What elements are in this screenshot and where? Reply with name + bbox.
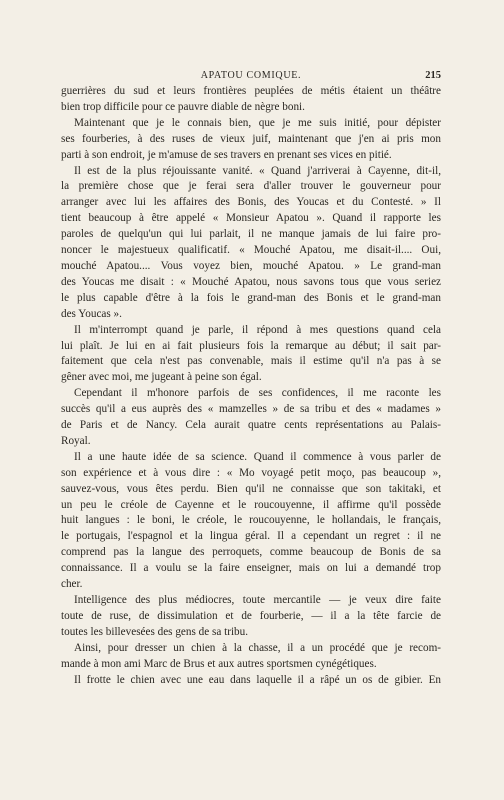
text-line: bien trop difficile pour ce pauvre diable de nègre boni. <box>61 100 305 113</box>
text-line: Ainsi, pour dresser un chien à la chasse, il a un procédé que je recom- <box>74 641 441 654</box>
text-line: comprend pas la langue des perroquets, comme beaucoup de Bonis de sa <box>61 546 441 559</box>
text-line: de Paris et de Nancy. Cela aurait quatre cents représentations au Palais- <box>61 419 441 432</box>
text-line: Maintenant que je le connais bien, que je me suis initié, pour dépister <box>74 116 441 129</box>
text-line: noncer le majestueux qualificatif. « Mouché Apatou, me disait-il.... Oui, <box>61 244 441 257</box>
text-line: ses fourberies, à des ruses de vieux juif, maintenant que j'en ai pris mon <box>61 132 441 145</box>
text-line: Cependant il m'honore parfois de ses confidences, il me raconte les <box>74 387 441 400</box>
paragraph <box>61 450 441 593</box>
text-line: toute de ruse, de dissimulation et de fourberie, — il a la tête farcie de <box>61 609 441 622</box>
text-line: huit langues : le boni, le créole, le roucouyenne, le hollandais, le français, <box>61 514 441 527</box>
text-line: Intelligence des plus médiocres, toute mercantile — je veux dire faite <box>74 594 441 606</box>
text-line: mande à mon ami Marc de Brus et aux autres sportsmen cynégétiques. <box>61 657 377 670</box>
text-line: des Youcas ». <box>61 307 122 320</box>
text-line: parti à son endroit, je m'amuse de ses travers en prenant ses vices en pitié. <box>61 148 392 161</box>
page-body <box>61 84 441 688</box>
text-line: lui plaît. Je lui en ai fait plusieurs fois la remarque au début; il sait par- <box>61 339 441 352</box>
text-line: sauvez-vous, vous êtes perdu. Bien qu'il ne connaisse que son takitaki, et <box>61 482 441 495</box>
paragraph <box>61 323 441 387</box>
page-number: 215 <box>425 70 441 81</box>
text-line: Il frotte le chien avec une eau dans laquelle il a râpé un os de gibier. En <box>74 673 441 686</box>
paragraph <box>61 116 441 164</box>
text-line: succès qu'il a eus auprès des « mamzelles » de sa tribu et des « madames » <box>61 403 441 416</box>
text-line: toutes les billevesées des gens de sa tribu. <box>61 625 249 638</box>
paragraph <box>61 386 441 450</box>
text-line: Il a une haute idée de sa science. Quand il commence à vous parler de <box>74 450 441 463</box>
paragraph <box>61 84 441 116</box>
text-line: Il m'interrompt quand je parle, il répond à mes questions quand cela <box>74 323 441 336</box>
text-line: guerrières du sud et leurs frontières peuplées de métis étaient un théâtre <box>61 85 441 97</box>
paragraph <box>61 673 441 689</box>
text-line: Royal. <box>61 434 91 447</box>
paragraph <box>61 593 441 641</box>
text-line: un peu le créole de Cayenne et le roucouyenne, il affirme qu'il possède <box>61 498 441 511</box>
paragraph <box>61 641 441 673</box>
text-line: des Youcas me disait : « Mouché Apatou, nous savons tous que vous seriez <box>61 275 441 288</box>
text-line: arranger avec lui les affaires des Bonis, des Youcas et du Contesté. » Il <box>61 196 441 209</box>
text-line: faitement que cela n'est pas convenable, mais il estime qu'il n'a pas à se <box>61 355 441 368</box>
text-line: mouché Apatou.... Vous voyez bien, mouché Apatou. » Le grand-man <box>61 259 441 272</box>
text-line: gêner avec moi, me jugeant à peine son égal. <box>61 371 262 384</box>
text-line: son expérience et à vous dire : « Mo voyagé petit moço, pas beaucoup », <box>61 466 441 479</box>
running-title: APATOU COMIQUE. <box>200 70 302 81</box>
text-line: paroles de quelqu'un qui lui parlait, il ne manque jamais de lui faire pro- <box>61 228 441 241</box>
text-line: le plus capable d'être à la fois le grand-man des Bonis et le grand-man <box>61 291 441 304</box>
text-line: Il est de la plus réjouissante vanité. « Quand j'arriverai à Cayenne, dit-il, <box>74 164 441 177</box>
paragraph <box>61 164 441 323</box>
text-line: cher. <box>61 578 83 591</box>
text-line: tient beaucoup à être appelé « Monsieur Apatou ». Quand il rapporte les <box>61 212 441 225</box>
text-line: connaissance. Il a voulu se la faire enseigner, mais on lui a demandé trop <box>61 562 441 575</box>
text-line: le portugais, l'espagnol et la lingua géral. Il a cependant un regret : il ne <box>61 530 441 543</box>
text-line: la première chose que je ferai sera d'aller trouver le gouverneur pour <box>61 180 441 193</box>
